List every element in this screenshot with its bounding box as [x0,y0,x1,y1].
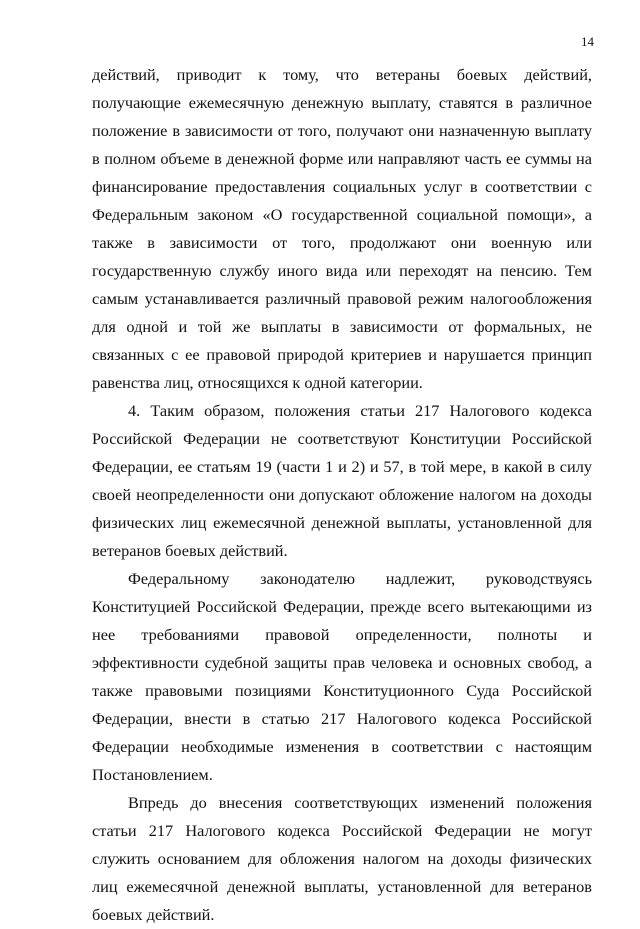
paragraph-continuation: действий, приводит к тому, что ветераны боевых действий, получающие ежемесячную денежную выплату, ставятся в различное положение в зависимости от того, получают они назначенную выплату в полном объеме в денежной форме или направляют часть ее суммы на финансирование предоставления социальных услуг в соответствии с Федеральным законом «О государственной социальной помощи», а также в зависимости от того, продолжают они военную или государственную службу иного вида или переходят на пенсию. Тем самым устанавливается различный правовой режим налогообложения для одной и той же выплаты в зависимости от формальных, не связанных с ее правовой природой критериев и нарушается принцип равенства лиц, относящихся к одной категории. [92,65,592,392]
paragraph-item-4: 4. Таким образом, положения статьи 217 Налогового кодекса Российской Федерации не соответствуют Конституции Российской Федерации, ее статьям 19 (части 1 и 2) и 57, в той мере, в какой в силу своей неопределенности они допускают обложение налогом на доходы физических лиц ежемесячной денежной выплаты, установленной для ветеранов боевых действий. [92,401,592,560]
document-body [92,61,592,929]
page-number: 14 [581,34,594,49]
paragraph-interim-rule: Впредь до внесения соответствующих изменений положения статьи 217 Налогового кодекса Российской Федерации не могут служить основанием для обложения налогом на доходы физических лиц ежемесячной денежной выплаты, установленной для ветеранов боевых действий. [92,793,592,924]
paragraph-legislator-obligation: Федеральному законодателю надлежит, руководствуясь Конституцией Российской Федерации, прежде всего вытекающими из нее требованиями правовой определенности, полноты и эффективности судебной защиты прав человека и основных свобод, а также правовыми позициями Конституционного Суда Российской Федерации, внести в статью 217 Налогового кодекса Российской Федерации необходимые изменения в соответствии с настоящим Постановлением. [92,569,592,784]
